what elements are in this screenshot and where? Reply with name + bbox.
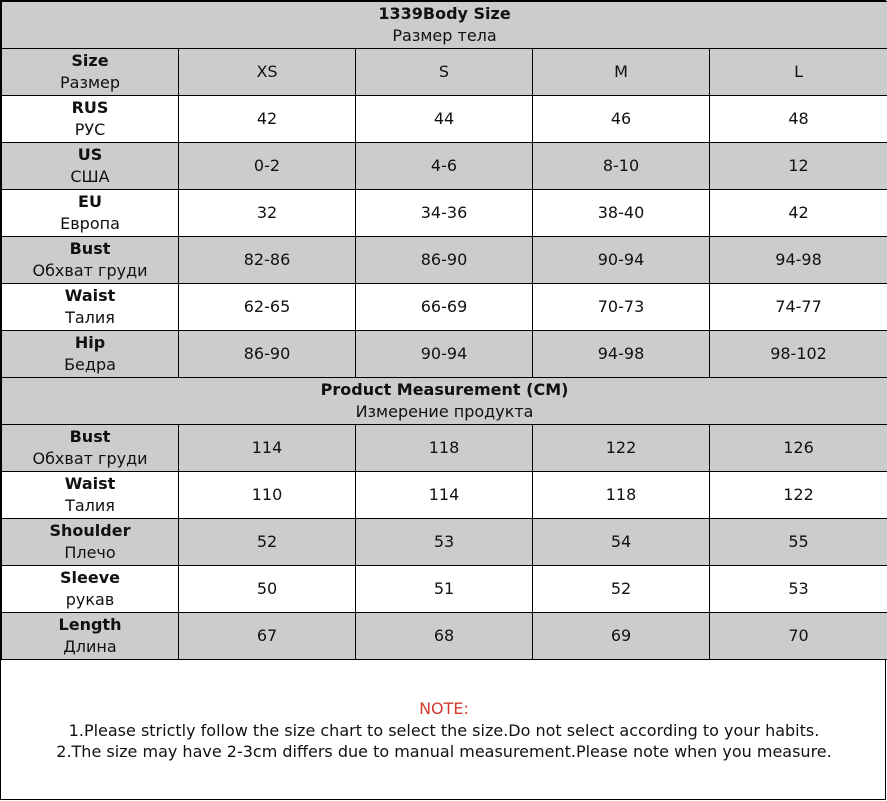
size-m: M bbox=[533, 49, 710, 96]
product-measurement-header bbox=[2, 378, 887, 425]
row-sublabel: Длина bbox=[63, 637, 117, 656]
product-header-row bbox=[2, 378, 887, 425]
table-cell: 70 bbox=[710, 613, 887, 660]
table-row bbox=[2, 331, 887, 378]
row-sublabel: РУС bbox=[74, 120, 106, 139]
table-cell: 32 bbox=[179, 190, 356, 237]
table-row bbox=[2, 190, 887, 237]
row-label: RUS bbox=[71, 98, 109, 117]
note-section bbox=[1, 660, 887, 801]
note-line-1: 1.Please strictly follow the size chart to select the size.Do not select according to your habits. bbox=[68, 721, 820, 740]
table-row bbox=[2, 613, 887, 660]
table-cell: 86-90 bbox=[356, 237, 533, 284]
size-l: L bbox=[710, 49, 887, 96]
table-cell: 94-98 bbox=[710, 237, 887, 284]
row-label-cell bbox=[2, 613, 179, 660]
product-measurement-subtitle: Измерение продукта bbox=[355, 402, 534, 421]
table-cell: 126 bbox=[710, 425, 887, 472]
table-cell: 66-69 bbox=[356, 284, 533, 331]
table-cell: 68 bbox=[356, 613, 533, 660]
table-cell: 114 bbox=[356, 472, 533, 519]
row-label-cell bbox=[2, 472, 179, 519]
row-label: Sleeve bbox=[60, 568, 120, 587]
row-label-cell bbox=[2, 566, 179, 613]
table-cell: 122 bbox=[533, 425, 710, 472]
row-sublabel: Обхват груди bbox=[32, 261, 148, 280]
body-size-header-row bbox=[2, 2, 887, 49]
table-cell: 62-65 bbox=[179, 284, 356, 331]
table-cell: 51 bbox=[356, 566, 533, 613]
row-sublabel: Талия bbox=[65, 496, 115, 515]
table-row bbox=[2, 425, 887, 472]
size-label: Size bbox=[71, 51, 109, 70]
row-label: Bust bbox=[69, 239, 111, 258]
table-cell: 52 bbox=[179, 519, 356, 566]
body-size-title: 1339Body Size bbox=[378, 4, 511, 23]
table-cell: 8-10 bbox=[533, 143, 710, 190]
table-cell: 12 bbox=[710, 143, 887, 190]
row-label-cell bbox=[2, 519, 179, 566]
row-label-cell bbox=[2, 237, 179, 284]
table-cell: 98-102 bbox=[710, 331, 887, 378]
table-row bbox=[2, 96, 887, 143]
table-cell: 67 bbox=[179, 613, 356, 660]
table-cell: 55 bbox=[710, 519, 887, 566]
table-cell: 114 bbox=[179, 425, 356, 472]
table-cell: 42 bbox=[710, 190, 887, 237]
table-cell: 50 bbox=[179, 566, 356, 613]
size-xs: XS bbox=[179, 49, 356, 96]
row-label-cell bbox=[2, 425, 179, 472]
table-row bbox=[2, 237, 887, 284]
note-title: NOTE: bbox=[419, 699, 469, 718]
table-cell: 86-90 bbox=[179, 331, 356, 378]
body-size-header bbox=[2, 2, 887, 49]
table-cell: 69 bbox=[533, 613, 710, 660]
note-line-2: 2.The size may have 2-3cm differs due to manual measurement.Please note when you measure. bbox=[56, 742, 832, 761]
size-label-cell bbox=[2, 49, 179, 96]
table-cell: 0-2 bbox=[179, 143, 356, 190]
body-size-subtitle: Размер тела bbox=[392, 26, 497, 45]
table-row bbox=[2, 519, 887, 566]
size-s: S bbox=[356, 49, 533, 96]
row-label-cell bbox=[2, 143, 179, 190]
row-label: Waist bbox=[64, 474, 116, 493]
table-row bbox=[2, 143, 887, 190]
table-cell: 70-73 bbox=[533, 284, 710, 331]
row-sublabel: Европа bbox=[60, 214, 120, 233]
row-sublabel: Талия bbox=[65, 308, 115, 327]
table-cell: 53 bbox=[356, 519, 533, 566]
row-label-cell bbox=[2, 331, 179, 378]
row-label-cell bbox=[2, 190, 179, 237]
size-sublabel: Размер bbox=[59, 73, 121, 92]
row-label: Bust bbox=[69, 427, 111, 446]
table-cell: 118 bbox=[533, 472, 710, 519]
table-cell: 90-94 bbox=[356, 331, 533, 378]
row-sublabel: США bbox=[70, 167, 110, 186]
table-cell: 34-36 bbox=[356, 190, 533, 237]
row-label-cell bbox=[2, 284, 179, 331]
table-cell: 90-94 bbox=[533, 237, 710, 284]
table-cell: 110 bbox=[179, 472, 356, 519]
row-label-cell bbox=[2, 96, 179, 143]
table-cell: 52 bbox=[533, 566, 710, 613]
row-label: Waist bbox=[64, 286, 116, 305]
table-cell: 42 bbox=[179, 96, 356, 143]
table-row bbox=[2, 566, 887, 613]
row-label: EU bbox=[78, 192, 102, 211]
table-cell: 4-6 bbox=[356, 143, 533, 190]
table-cell: 74-77 bbox=[710, 284, 887, 331]
row-label: US bbox=[77, 145, 103, 164]
table-cell: 53 bbox=[710, 566, 887, 613]
size-header-row bbox=[2, 49, 887, 96]
table-cell: 48 bbox=[710, 96, 887, 143]
table-cell: 38-40 bbox=[533, 190, 710, 237]
table-cell: 82-86 bbox=[179, 237, 356, 284]
row-label: Hip bbox=[74, 333, 106, 352]
table-cell: 54 bbox=[533, 519, 710, 566]
table-row bbox=[2, 472, 887, 519]
table-cell: 46 bbox=[533, 96, 710, 143]
row-label: Shoulder bbox=[49, 521, 131, 540]
product-measurement-title: Product Measurement (CM) bbox=[320, 380, 569, 399]
row-sublabel: Бедра bbox=[64, 355, 116, 374]
table-row bbox=[2, 284, 887, 331]
size-table bbox=[1, 1, 887, 660]
row-sublabel: Обхват груди bbox=[32, 449, 148, 468]
table-cell: 118 bbox=[356, 425, 533, 472]
row-sublabel: Плечо bbox=[64, 543, 116, 562]
table-cell: 94-98 bbox=[533, 331, 710, 378]
row-sublabel: рукав bbox=[65, 590, 115, 609]
row-label: Length bbox=[58, 615, 122, 634]
table-cell: 44 bbox=[356, 96, 533, 143]
table-cell: 122 bbox=[710, 472, 887, 519]
